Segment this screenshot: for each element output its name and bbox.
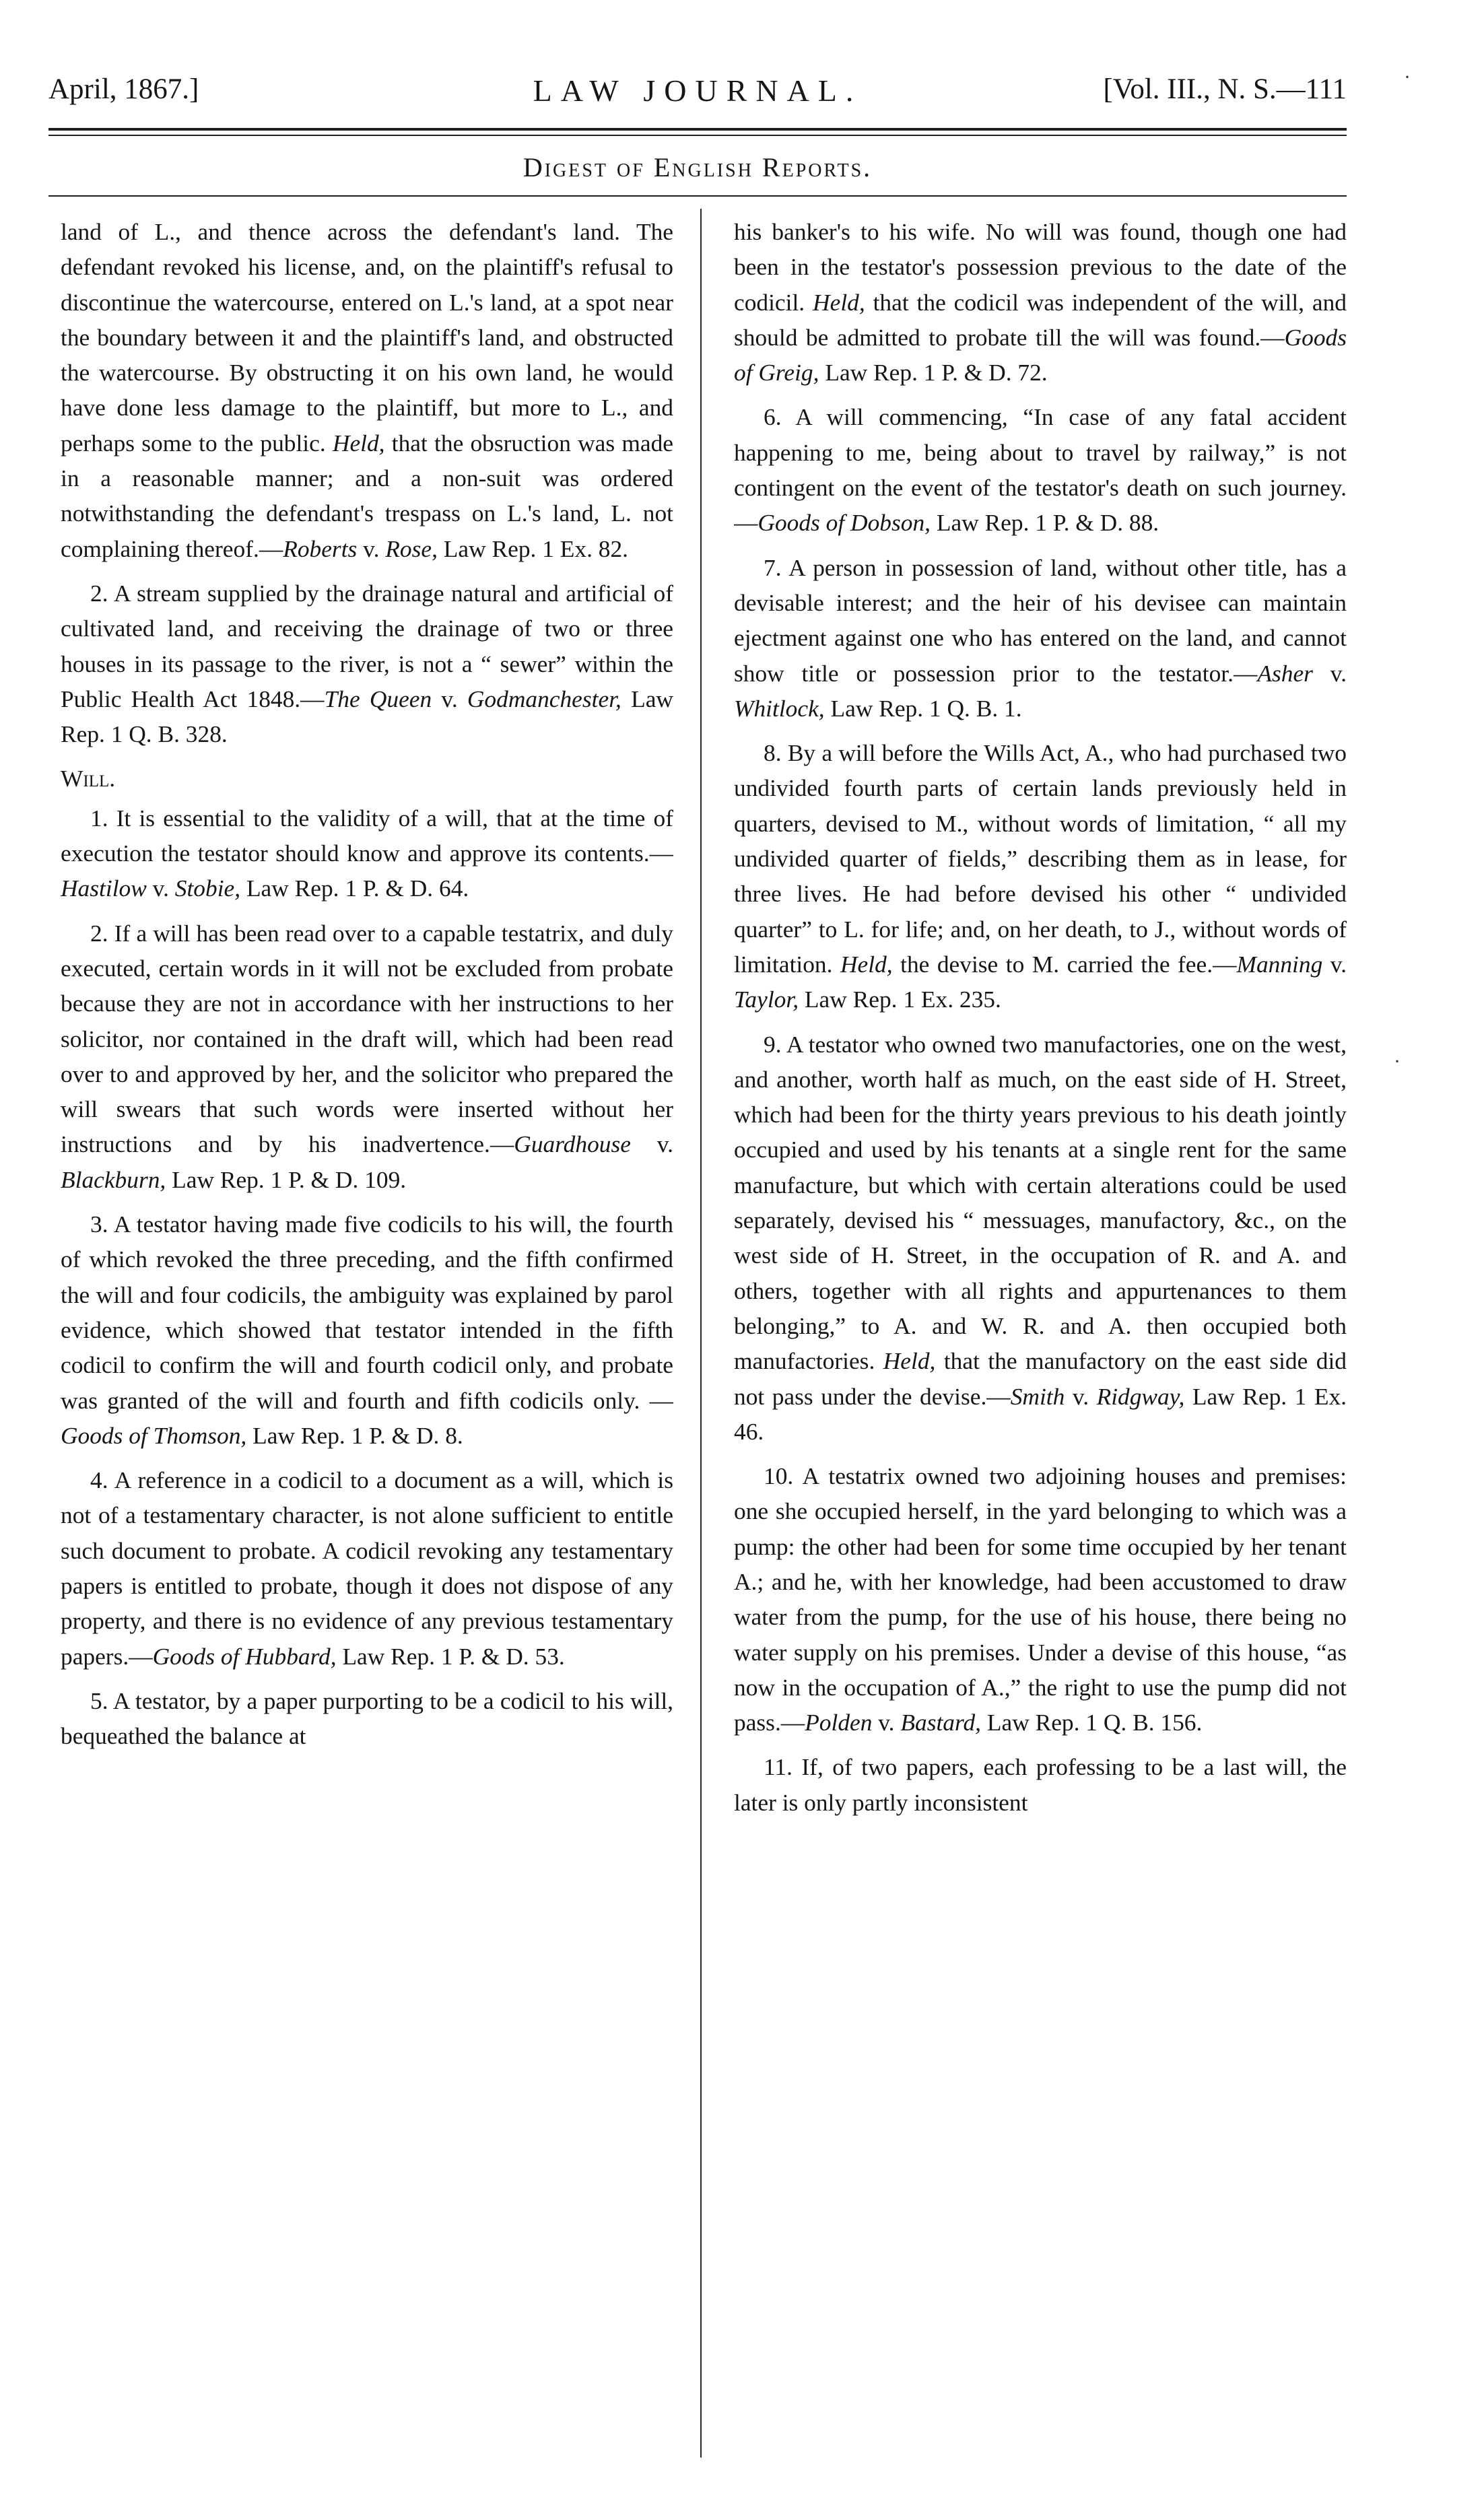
paragraph-text: that the manufactory on the east side did not pass under the devise.—	[734, 1347, 1347, 1410]
header-rule-bottom	[48, 135, 1347, 136]
case-citation: Held,	[840, 950, 893, 978]
paragraph-text: v.	[872, 1709, 901, 1736]
digest-paragraph	[734, 214, 1347, 390]
paragraph-text: Law Rep. 1 Q. B. 156.	[981, 1709, 1203, 1736]
case-citation: Polden	[805, 1709, 873, 1736]
case-citation: Guardhouse	[514, 1130, 631, 1158]
case-citation: Rose,	[385, 535, 438, 562]
case-citation: Stobie,	[174, 875, 241, 902]
case-citation: Smith	[1010, 1382, 1065, 1410]
digest-paragraph	[734, 1027, 1347, 1450]
paragraph-text: 4. A reference in a codicil to a document as a will, which is not of a testamentary character, is not alone sufficient to entitle such document to probate. A codicil revoking any testamentary papers is entitled to probate, though it does not dispose of any property, and there is no evidence of any previous testamentary papers.—	[61, 1466, 673, 1670]
paragraph-text: 8. By a will before the Wills Act, A., who had purchased two undivided fourth parts of certain lands previously held in quarters, devised to M., without words of limitation, “ all my undivided quarter of fields,” describing them as in lease, for three lives. He had before devised his other “ undivided quarter” to L. for life; and, on her death, to J., without words of limitation.	[734, 739, 1347, 978]
left-column	[61, 214, 673, 2456]
case-citation: Goods of Greig,	[734, 323, 1347, 386]
case-citation: Taylor,	[734, 986, 799, 1013]
paragraph-text: 5. A testator, by a paper purporting to be a codicil to his will, bequeathed the balance at	[61, 1687, 673, 1750]
right-column	[734, 214, 1347, 2456]
paragraph-text: Law Rep. 1 Q. B. 328.	[61, 685, 673, 748]
digest-paragraph	[734, 1458, 1347, 1740]
paragraph-text: that the codicil was independent of the will, and should be admitted to probate till the will was found.—	[734, 288, 1347, 351]
digest-paragraph	[61, 1207, 673, 1453]
column-divider	[700, 209, 702, 2458]
case-citation: Blackburn,	[61, 1165, 166, 1193]
digest-paragraph	[61, 214, 673, 566]
paragraph-text: Law Rep. 1 P. & D. 53.	[336, 1642, 565, 1670]
case-citation: Goods of Dobson,	[757, 509, 931, 537]
case-citation: Held,	[332, 429, 385, 456]
case-citation: Goods of Hubbard,	[152, 1642, 337, 1670]
paragraph-text: 2. If a will has been read over to a capable testatrix, and duly executed, certain words in it will not be excluded from probate because they are not in accordance with her instructions to her solicitor, nor contained in the draft will, which had been read over to and approved by her, and the solicitor who prepared the will swears that such words were inserted without her instructions and by his inadvertence.—	[61, 919, 673, 1158]
paragraph-text: Law Rep. 1 P. & D. 64.	[240, 875, 469, 902]
stray-mark: ·	[1394, 1050, 1401, 1073]
case-citation: Asher	[1257, 659, 1313, 687]
paragraph-text: Law Rep. 1 P. & D. 88.	[931, 509, 1159, 537]
header-date: April, 1867.]	[48, 73, 199, 105]
paragraph-text: Law Rep. 1 Ex. 82.	[437, 535, 629, 562]
digest-paragraph	[734, 399, 1347, 540]
paragraph-text: 2. A stream supplied by the drainage natural and artificial of cultivated land, and receiving the drainage of two or three houses in its passage to the river, is not a “ sewer” within the Public Health Act 1848.—	[61, 579, 673, 712]
digest-paragraph	[61, 576, 673, 751]
case-citation: Held,	[813, 288, 865, 316]
paragraph-text: Law Rep. 1 Ex. 46.	[734, 1382, 1347, 1445]
case-citation: Bastard,	[900, 1709, 982, 1736]
case-citation: Hastilow	[61, 875, 147, 902]
paragraph-text: Law Rep. 1 Q. B. 1.	[824, 694, 1022, 722]
paragraph-text: 6. A will commencing, “In case of any fatal accident happening to me, being about to travel by railway,” is not contingent on the event of the testator's death on such journey.—	[734, 403, 1347, 537]
paragraph-text: Law Rep. 1 Ex. 235.	[799, 986, 1001, 1013]
digest-paragraph	[61, 916, 673, 1197]
paragraph-text: v.	[1065, 1382, 1097, 1410]
paragraph-text: 9. A testator who owned two manufactories, one on the west, and another, worth half as much, on the east side of H. Street, which had been for the thirty years previous to his death jointly occupied and used by his tenants at a single rent for the same manufacture, but which with certain alterations could be used separately, devised his “ messuages, manufactory, &c., on the west side of H. Street, in the occupation of R. and A. and others, together with all rights and appurtenances to them belonging,” to A. and W. R. and A. then occupied both manufactories.	[734, 1030, 1347, 1375]
paragraph-text: v.	[630, 1130, 673, 1158]
paragraph-text: 11. If, of two papers, each professing to be a last will, the later is only partly inconsistent	[734, 1753, 1347, 1816]
paragraph-text: Law Rep. 1 P. & D. 8.	[246, 1421, 463, 1449]
paragraph-text: 7. A person in possession of land, without other title, has a devisable interest; and the heir of his devisee can maintain ejectment against one who has entered on the land, and cannot show title or possession prior to the testator.—	[734, 553, 1347, 687]
case-citation: Manning	[1236, 950, 1323, 978]
case-citation: Held,	[883, 1347, 936, 1375]
journal-title: LAW JOURNAL.	[533, 73, 863, 108]
paragraph-text: his banker's to his wife. No will was found, though one had been in the testator's possession previous to the date of the codicil.	[734, 218, 1347, 316]
paragraph-text: Law Rep. 1 P. & D. 109.	[166, 1165, 407, 1193]
paragraph-text: v.	[1322, 950, 1347, 978]
digest-paragraph	[61, 801, 673, 906]
paragraph-text: v.	[146, 875, 175, 902]
stray-mark: ·	[1404, 66, 1411, 88]
header-rule-top	[48, 128, 1347, 131]
paragraph-text: Will.	[61, 765, 116, 792]
case-citation: Whitlock,	[734, 694, 825, 722]
case-citation: Goods of Thomson,	[61, 1421, 247, 1449]
paragraph-text: Law Rep. 1 P. & D. 72.	[819, 359, 1048, 386]
case-citation: Roberts	[283, 535, 358, 562]
digest-paragraph	[734, 550, 1347, 726]
paragraph-text: 3. A testator having made five codicils to his will, the fourth of which revoked the three preceding, and the fifth confirmed the will and four codicils, the ambiguity was explained by parol evidence, which showed that testator intended in the fifth codicil to confirm the will and fourth codicil only, and probate was granted of the will and fourth and fifth codicils only. —	[61, 1211, 673, 1414]
paragraph-text: v.	[357, 535, 386, 562]
paragraph-text: v.	[1312, 659, 1347, 687]
paragraph-text: land of L., and thence across the defendant's land. The defendant revoked his license, and, on the plaintiff's refusal to discontinue the watercourse, entered on L.'s land, at a spot near the boundary between it and the plaintiff's land, and obstructed the watercourse. By obstructing it on his own land, he would have done less damage to the plaintiff, but more to L., and perhaps some to the public.	[61, 218, 673, 456]
digest-paragraph	[734, 735, 1347, 1017]
paragraph-text: 10. A testatrix owned two adjoining houses and premises: one she occupied herself, in the yard belonging to which was a pump: the other had been for some time occupied by her tenant A.; and he, with her knowledge, had been accustomed to draw water from the pump, for the use of his house, there being no water supply on his premises. Under a devise of this house, “as now in the occupation of A.,” the right to use the pump did not pass.—	[734, 1462, 1347, 1736]
running-head	[48, 73, 1347, 120]
paragraph-text: the devise to M. carried the fee.—	[892, 950, 1237, 978]
digest-paragraph	[61, 1683, 673, 1754]
digest-paragraph	[734, 1749, 1347, 1820]
section-heading	[61, 761, 673, 796]
section-rule	[48, 195, 1347, 197]
paragraph-text: 1. It is essential to the validity of a will, that at the time of execution the testator should know and approve its contents.—	[61, 804, 673, 867]
case-citation: The Queen	[324, 685, 432, 712]
case-citation: Ridgway,	[1096, 1382, 1185, 1410]
section-title: Digest of English Reports.	[522, 152, 873, 182]
case-citation: Godmanchester,	[467, 685, 621, 712]
paragraph-text: v.	[432, 685, 467, 712]
digest-paragraph	[61, 1462, 673, 1674]
header-volume-page: [Vol. III., N. S.—111	[1103, 73, 1347, 105]
paragraph-text: that the obsruction was made in a reasonable manner; and a non-suit was ordered notwithstanding the defendant's trespass on L.'s land, L. not complaining thereof.—	[61, 429, 673, 562]
